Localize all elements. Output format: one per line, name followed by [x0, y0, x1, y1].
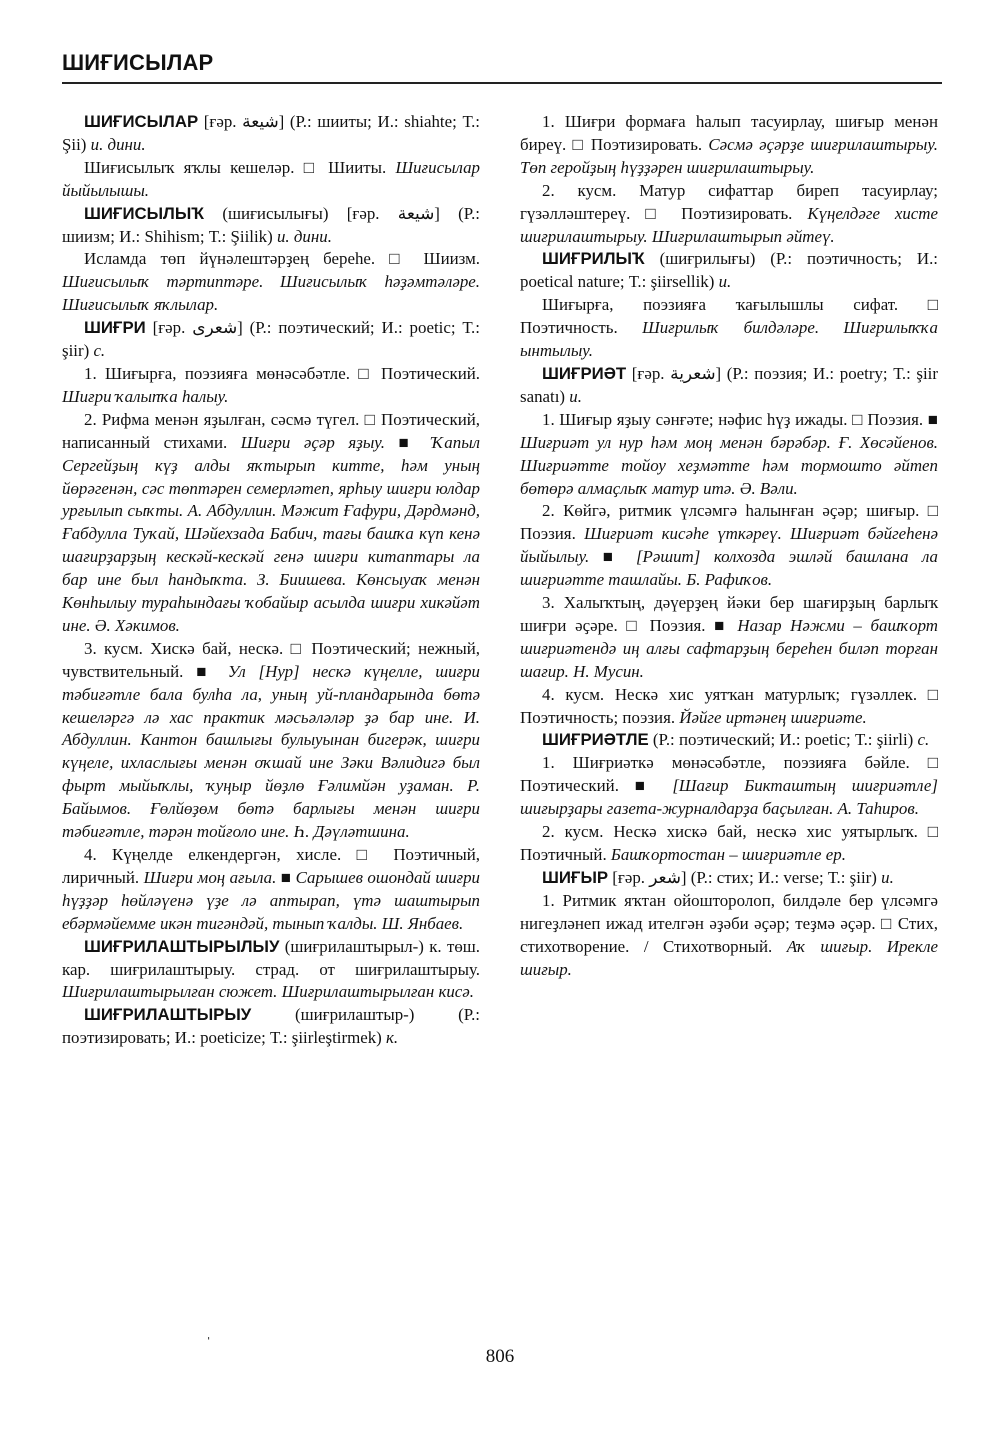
headword: ШИҒРИ — [84, 318, 146, 338]
entry-text: [ғәр. شيعة] (Р.: шииты; И.: shiahte; Т.: Şii) — [62, 112, 480, 154]
entry-example: Йәйге иртәнең шиғриәте. — [679, 707, 867, 727]
entry-text: 4. кусм. Нескә хис уятҡан матурлыҡ; гүзәллек. □ Поэтичность; поэзия. — [520, 684, 938, 727]
entry-text: [ғәр. شعرية] (Р.: поэзия; И.: poetry; Т.: şiir sanatı) — [520, 363, 938, 406]
stray-mark: ˌ — [206, 1323, 212, 1340]
headword: ШИҒРИӘТЛЕ — [542, 730, 649, 750]
entry-example: ■ [Шағир Бикташтың шиғриәтле] шиғырҙары газета-журналдарҙа баҫылған. А. Таһиров. — [520, 776, 938, 819]
entry-sense — [62, 363, 480, 409]
entry-text: 3. Халыҡтың, дәүерҙең йәки бер шағирҙың барлыҡ шиғри әҫәре. □ Поэзия. — [520, 593, 938, 635]
entry-example: и. — [881, 867, 894, 887]
entry-text: 3. кусм. Хискә бай, нескә. □ Поэтический; нежный, чувствительный. — [62, 638, 480, 681]
entry-text: 1. Ритмик яҡтан ойошторолоп, билдәле бер үлсәмгә нигеҙләнеп ижад ителгән әҙәби әҫәр; теҙмә әҫәр. □ Стих, стихотворение. / Стихотворный. — [520, 890, 938, 956]
headword: ШИҒИСЫЛЫҠ — [84, 203, 205, 223]
dictionary-entry — [520, 729, 938, 752]
entry-sense — [520, 752, 938, 821]
entry-text: Шиғырға, поэзияға ҡағылышлы сифат. □ Поэтичность. — [520, 295, 938, 338]
entry-example: Күңелдәге хисте шиғрилаштырыу. Шиғрилаштырып әйтеү. — [520, 203, 938, 246]
dictionary-entry — [62, 1004, 480, 1050]
entry-sense — [62, 157, 480, 203]
entry-sense — [520, 684, 938, 730]
entry-text: (Р.: поэтический; И.: poetic; Т.: şiirli) — [648, 730, 918, 750]
entry-text: Исламда төп йүнәлештәрҙең береһе. □ Шиизм. — [84, 249, 480, 269]
entry-text: 2. кусм. Нескә хискә бай, нескә хис уятырлыҡ. □ Поэтичный. — [520, 822, 938, 864]
headword: ШИҒРИЛАШТЫРЫУ — [84, 1005, 252, 1025]
entry-sense — [62, 248, 480, 317]
entry-example: Башҡортостан – шиғриәтле ер. — [610, 845, 846, 864]
entry-text: 2. кусм. Матур сифаттар биреп тасуирлау; гүзәлләштереү. □ Поэтизировать. — [520, 180, 938, 223]
entry-example: Шиғри ҡалыпҡа һалыу. — [62, 386, 229, 406]
entry-example: к. — [386, 1028, 399, 1048]
entry-sense — [520, 890, 938, 982]
entry-sense — [520, 409, 938, 501]
entry-example: с. — [93, 341, 106, 361]
entry-example: и. дини. — [90, 134, 146, 154]
entry-text: [ғәр. شعر] (Р.: стих; И.: verse; Т.: şiir) — [608, 867, 882, 887]
entry-sense — [62, 844, 480, 936]
entry-sense — [62, 409, 480, 638]
entry-sense — [520, 180, 938, 249]
headword: ШИҒРИЛЫҠ — [542, 249, 645, 269]
entry-text: 2. Рифма менән яҙылған, сәсмә түгел. □ Поэтический, написанный стихами. — [62, 409, 480, 452]
entry-example: Шиғри әҫәр яҙыу. ■ Ҡапыл Сергейҙың күҙ алды яҡтырып китте, һәм уның йөрәгенән, сәс төптәрен семерләтеп, ярһыу шиғри юлдар урғылып сыҡты. А. Абдуллин. Мәжит Ғафури, Дәрдмәнд, Ғабдулла Туҡай, Шәйехзада Бабич, тағы башҡа күп кенә шағирҙарҙың кескәй-кескәй генә шиғри китаптары ла бар ине был һандыҡта. З. Биишева. Көнсыуаҡ менән Көнһылыу тураһындағы ҡобайыр асылда шиғри хикәйәт ине. Ә. Хәкимов. — [62, 432, 480, 635]
entry-text: (шиғисылығы) [ғәр. شيعة] (Р.: шиизм; И.: Shihism; Т.: Şiilik) — [62, 203, 481, 246]
entry-example: с. — [917, 730, 930, 750]
entry-example: ■ Ул [Нур] нескә күңелле, шиғри тәбиғәтле бала булһа ла, уның уй-пландарында бөтә кешеләргә лә хас практик мәсьәләләр ҙә бар ине. И. Абдуллин. Кантон башлығы булыуынан бигерәк, шиғри күңеле, ихласлығы менән оҡшай ине Зәки Вәлидигә был фырт мыйыҡлы, ҡуңыр йөҙлө Ғәлимйән уҙаман. Р. Байымов. Ғөлйөҙөм бөтә барлығы менән шиғри тәбиғәтле, тәрән тойғоло ине. Һ. Дәүләтшина. — [62, 661, 480, 842]
dictionary-entry — [62, 111, 480, 157]
header-rule — [62, 82, 942, 84]
entry-example: и. дини. — [276, 226, 332, 246]
headword: ШИҒЫР — [542, 867, 609, 887]
entry-example: Шиғриәт кисәһе үткәреү. Шиғриәт бәйгеһенә йыйылыу. ■ [Рәшит] колхозда эшләй башлана ла шиғриәтте ташлайы. Б. Рафиҡов. — [520, 524, 938, 590]
entry-sense — [520, 821, 938, 867]
entry-text: (шиғрилаштыр-) (Р.: поэтизировать; И.: poeticize; Т.: şiirleştirmek) — [62, 1005, 480, 1048]
dictionary-entry — [520, 248, 938, 294]
entry-sense — [520, 592, 938, 684]
entry-text: 4. Күңелде елкендергән, хисле. □ Поэтичный, лиричный. — [62, 845, 480, 887]
headword: ШИҒРИЛАШТЫРЫЛЫУ — [84, 936, 280, 956]
entry-example: ■ Шиғриәт ул нур һәм моң менән бәрәбәр. Ғ. Хөсәйенов. Шиғриәтте тойоу хеҙмәтте һәм тормошто әйтеп бөтөрә алмаҫлыҡ матур итә. Ә. Вәли. — [520, 409, 938, 498]
entry-text: (шиғрилаштырыл-) к. төш. кар. шиғрилаштырыу. страд. от шиғрилаштырыу. — [62, 936, 480, 979]
left-column — [62, 111, 480, 1050]
entry-example: и. — [718, 272, 732, 292]
right-column — [520, 111, 938, 981]
entry-text: (шиғрилығы) (Р.: поэтичность; И.: poetical nature; Т.: şiirsellik) — [520, 249, 938, 292]
entry-example: Шиғрилаштырылған сюжет. Шиғрилаштырылған кисә. — [62, 982, 475, 1002]
entry-sense — [520, 111, 938, 180]
entry-text: 1. Шиғриәткә мөнәсәбәтле, поэзияға бәйле. □ Поэтический. — [520, 753, 938, 796]
running-head: ШИҒИСЫЛАР — [62, 50, 214, 75]
entry-example: Шиғисылыҡ тәртиптәре. Шиғисылыҡ һәҙәмтәләре. Шиғисылыҡ яҡлылар. — [62, 272, 480, 315]
entry-text: 1. Шиғырға, поэзияға мөнәсәбәтле. □ Поэтический. — [84, 363, 480, 383]
entry-example: Аҡ шиғыр. Иреклe шиғыр. — [520, 936, 938, 979]
entry-example: Шиғрилыҡ билдәләре. Шиғрилыҡҡа ынтылыу. — [520, 318, 938, 361]
entry-text: Шиғисылыҡ яҡлы кешеләр. □ Шииты. — [84, 157, 396, 177]
entry-example: ■ Назар Нәжми – башҡорт шиғриәтендә иң алғы сафтарҙың береһен билəп торған шағир. Н. Мусин. — [520, 615, 938, 681]
entry-text: [ғәр. شعرى] (Р.: поэтический; И.: poetic; Т.: şiir) — [62, 318, 480, 361]
dictionary-entry — [62, 936, 480, 1005]
entry-example: и. — [569, 386, 582, 406]
dictionary-entry — [520, 867, 938, 890]
entry-example: Сәсмә әҫәрҙе шиғрилаштырыу. Төп геройҙың һүҙҙәрен шиғрилаштырыу. — [520, 134, 939, 177]
entry-sense — [62, 638, 480, 844]
entry-text: 1. Шиғри формаға һалып тасуирлау, шиғыр менән биреү. □ Поэтизировать. — [520, 112, 938, 154]
headword: ШИҒРИӘТ — [542, 363, 627, 383]
dictionary-entry — [62, 317, 480, 363]
dictionary-entry — [62, 203, 480, 249]
page-number: 806 — [485, 1346, 515, 1367]
entry-example: Шиғисылар йыйылышы. — [62, 157, 480, 200]
entry-example: Шиғри моң ағыла. ■ Сарышев ошондай шиғри һүҙҙәр һөйләүенә үҙе лә аптырап, үтә шаштырып ебәрмәйемме икән тигәндәй, тынып ҡалды. Ш. Янбаев. — [62, 867, 480, 933]
entry-text: 1. Шиғыр яҙыу сәнғәте; нәфис һүҙ ижады. □ Поэзия. — [542, 409, 928, 429]
dictionary-entry — [520, 363, 938, 409]
headword: ШИҒИСЫЛАР — [84, 112, 199, 131]
entry-text: 2. Көйгә, ритмик үлсәмгә һалынған әҫәр; шиғыр. □ Поэзия. — [520, 501, 938, 544]
entry-sense — [520, 294, 938, 363]
entry-sense — [520, 500, 938, 592]
